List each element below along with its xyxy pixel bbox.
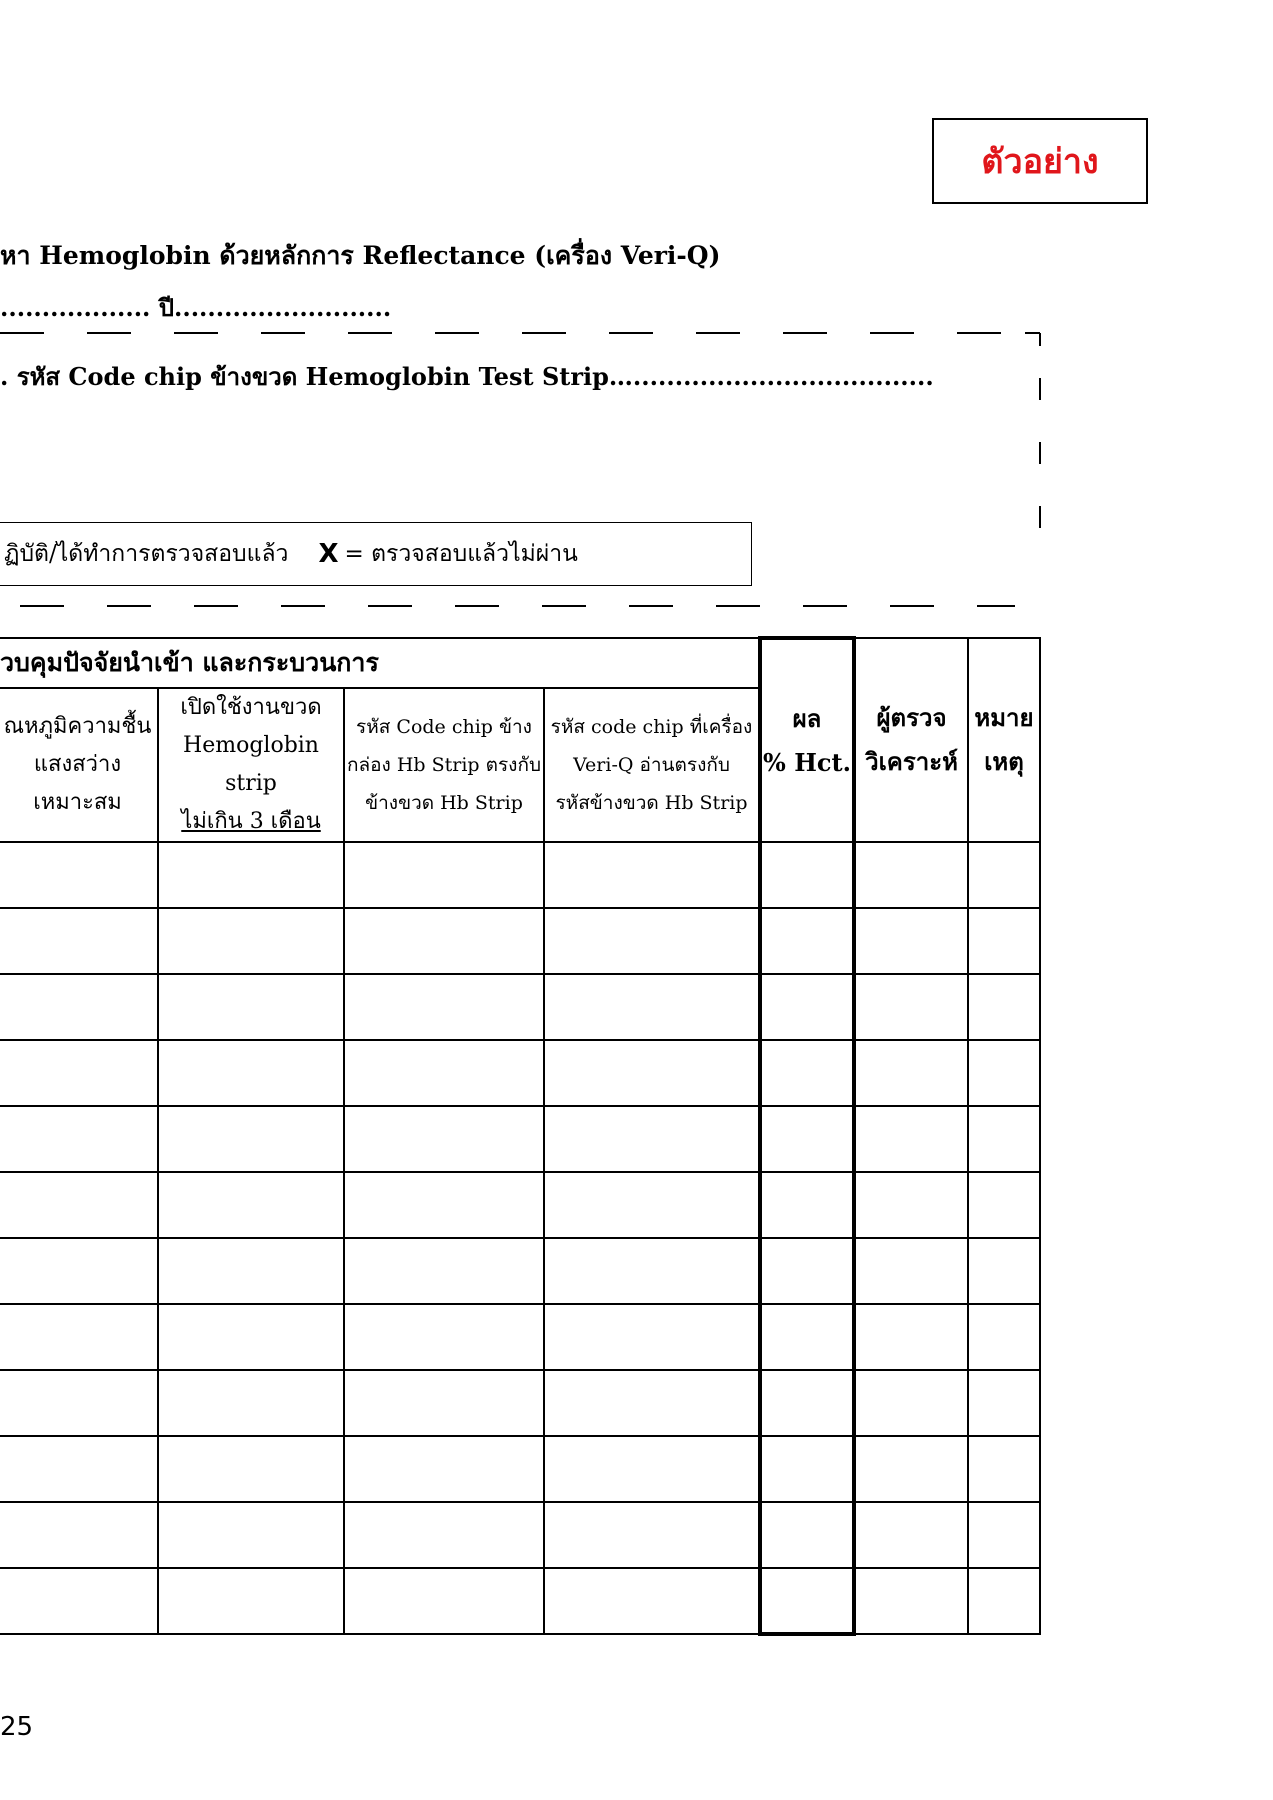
- cell-remark[interactable]: [968, 1172, 1040, 1238]
- legend-x-symbol: X: [318, 539, 339, 569]
- header-remark: [968, 638, 1040, 842]
- cell-remark[interactable]: [968, 842, 1040, 908]
- table-row: [0, 1370, 1040, 1436]
- cell-inspector[interactable]: [854, 842, 968, 908]
- table-row: [0, 842, 1040, 908]
- legend-box: [0, 522, 752, 586]
- cell-inspector[interactable]: [854, 1304, 968, 1370]
- table-row: [0, 908, 1040, 974]
- cell-open-bottle[interactable]: [158, 1436, 344, 1502]
- cell-result[interactable]: [760, 1502, 854, 1568]
- table-row: [0, 1238, 1040, 1304]
- date-line: .................. ปี..........................: [0, 293, 392, 322]
- cell-open-bottle[interactable]: [158, 1370, 344, 1436]
- cell-open-bottle[interactable]: [158, 1040, 344, 1106]
- cell-remark[interactable]: [968, 1040, 1040, 1106]
- group-header: วบคุมปัจจัยนำเข้า และกระบวนการ: [0, 638, 760, 688]
- table-row: [0, 1502, 1040, 1568]
- cell-humidity[interactable]: [0, 908, 158, 974]
- header-remark-line1: หมาย: [974, 703, 1034, 732]
- legend-x-text: = ตรวจสอบแล้วไม่ผ่าน: [344, 541, 578, 567]
- cell-remark[interactable]: [968, 1436, 1040, 1502]
- table-row: [0, 1304, 1040, 1370]
- cell-humidity[interactable]: [0, 974, 158, 1040]
- header-open-bottle-line2: Hemoglobin strip: [183, 733, 319, 796]
- cell-inspector[interactable]: [854, 908, 968, 974]
- cell-inspector[interactable]: [854, 1568, 968, 1634]
- table-row: [0, 974, 1040, 1040]
- cell-remark[interactable]: [968, 974, 1040, 1040]
- header-open-bottle-line3: ไม่เกิน 3 เดือน: [181, 809, 321, 834]
- cell-open-bottle[interactable]: [158, 1304, 344, 1370]
- cell-result[interactable]: [760, 1040, 854, 1106]
- cell-humidity[interactable]: [0, 1502, 158, 1568]
- cell-result[interactable]: [760, 1304, 854, 1370]
- code-chip-line: . รหัส Code chip ข้างขวด Hemoglobin Test Strip…....................................: [0, 362, 934, 391]
- header-result: [760, 638, 854, 842]
- cell-inspector[interactable]: [854, 1172, 968, 1238]
- cell-box-code[interactable]: [344, 1436, 544, 1502]
- header-machine-code-line2: Veri-Q อ่านตรงกับ: [573, 754, 730, 776]
- cell-machine-code[interactable]: [544, 1304, 760, 1370]
- header-humidity-line1: ณหภูมิความชื้น: [3, 714, 152, 739]
- cell-box-code[interactable]: [344, 842, 544, 908]
- cell-result[interactable]: [760, 1370, 854, 1436]
- header-inspector-line1: ผู้ตรวจ: [876, 703, 947, 732]
- cell-inspector[interactable]: [854, 1106, 968, 1172]
- header-humidity: [0, 688, 158, 842]
- cell-result[interactable]: [760, 1568, 854, 1634]
- header-machine-code: [544, 688, 760, 842]
- table-row: [0, 1106, 1040, 1172]
- header-remark-line2: เหตุ: [984, 747, 1024, 776]
- cell-open-bottle[interactable]: [158, 908, 344, 974]
- cell-open-bottle[interactable]: [158, 1238, 344, 1304]
- cell-humidity[interactable]: [0, 1172, 158, 1238]
- cell-remark[interactable]: [968, 1568, 1040, 1634]
- cell-inspector[interactable]: [854, 1238, 968, 1304]
- header-box-code-line3: ข้างขวด Hb Strip: [365, 792, 523, 814]
- header-machine-code-line3: รหัสข้างขวด Hb Strip: [555, 792, 748, 814]
- header-open-bottle: [158, 688, 344, 842]
- cell-open-bottle[interactable]: [158, 842, 344, 908]
- cell-machine-code[interactable]: [544, 1502, 760, 1568]
- cell-open-bottle[interactable]: [158, 1502, 344, 1568]
- table-row: [0, 1040, 1040, 1106]
- cell-result[interactable]: [760, 974, 854, 1040]
- cell-remark[interactable]: [968, 1106, 1040, 1172]
- cell-box-code[interactable]: [344, 1106, 544, 1172]
- cell-result[interactable]: [760, 842, 854, 908]
- cell-inspector[interactable]: [854, 1370, 968, 1436]
- table-body: [0, 842, 1040, 1634]
- cell-result[interactable]: [760, 1106, 854, 1172]
- cell-humidity[interactable]: [0, 1304, 158, 1370]
- cell-box-code[interactable]: [344, 1172, 544, 1238]
- cell-open-bottle[interactable]: [158, 974, 344, 1040]
- cell-remark[interactable]: [968, 1238, 1040, 1304]
- cell-inspector[interactable]: [854, 974, 968, 1040]
- cell-box-code[interactable]: [344, 1370, 544, 1436]
- cell-machine-code[interactable]: [544, 908, 760, 974]
- header-humidity-line2: แสงสว่าง: [33, 752, 122, 777]
- cell-humidity[interactable]: [0, 1568, 158, 1634]
- cell-machine-code[interactable]: [544, 974, 760, 1040]
- cell-humidity[interactable]: [0, 1436, 158, 1502]
- header-inspector: [854, 638, 968, 842]
- cell-box-code[interactable]: [344, 1238, 544, 1304]
- form-title: หา Hemoglobin ด้วยหลักการ Reflectance (เครื่อง Veri-Q): [0, 241, 721, 270]
- cell-machine-code[interactable]: [544, 1040, 760, 1106]
- cell-humidity[interactable]: [0, 842, 158, 908]
- cell-machine-code[interactable]: [544, 842, 760, 908]
- table-row: [0, 1436, 1040, 1502]
- header-box-code-line1: รหัส Code chip ข้าง: [356, 716, 532, 738]
- header-result-line2: % Hct.: [763, 747, 851, 777]
- cell-open-bottle[interactable]: [158, 1172, 344, 1238]
- cell-humidity[interactable]: [0, 1040, 158, 1106]
- cell-result[interactable]: [760, 908, 854, 974]
- cell-inspector[interactable]: [854, 1436, 968, 1502]
- cell-machine-code[interactable]: [544, 1238, 760, 1304]
- cell-remark[interactable]: [968, 1304, 1040, 1370]
- cell-box-code[interactable]: [344, 1568, 544, 1634]
- header-result-line1: ผล: [792, 703, 822, 733]
- header-box-code: [344, 688, 544, 842]
- header-box-code-line2: กล่อง Hb Strip ตรงกับ: [346, 754, 542, 776]
- header-open-bottle-line1: เปิดใช้งานขวด: [180, 695, 322, 720]
- cell-result[interactable]: [760, 1172, 854, 1238]
- cell-box-code[interactable]: [344, 1502, 544, 1568]
- cell-box-code[interactable]: [344, 974, 544, 1040]
- cell-humidity[interactable]: [0, 1106, 158, 1172]
- cell-humidity[interactable]: [0, 1370, 158, 1436]
- table-row: [0, 1172, 1040, 1238]
- cell-open-bottle[interactable]: [158, 1568, 344, 1634]
- cell-remark[interactable]: [968, 908, 1040, 974]
- cell-humidity[interactable]: [0, 1238, 158, 1304]
- cell-remark[interactable]: [968, 1502, 1040, 1568]
- cell-machine-code[interactable]: [544, 1370, 760, 1436]
- cell-result[interactable]: [760, 1238, 854, 1304]
- header-humidity-line3: เหมาะสม: [33, 790, 122, 815]
- cell-machine-code[interactable]: [544, 1436, 760, 1502]
- cell-machine-code[interactable]: [544, 1106, 760, 1172]
- cell-machine-code[interactable]: [544, 1172, 760, 1238]
- cell-box-code[interactable]: [344, 1040, 544, 1106]
- legend-check-text: ฏิบัติ/ได้ทำการตรวจสอบแล้ว: [4, 541, 289, 567]
- cell-remark[interactable]: [968, 1370, 1040, 1436]
- header-inspector-line2: วิเคราะห์: [865, 747, 958, 776]
- table-row: [0, 1568, 1040, 1634]
- cell-box-code[interactable]: [344, 908, 544, 974]
- sample-stamp: ตัวอย่าง: [932, 118, 1148, 204]
- cell-open-bottle[interactable]: [158, 1106, 344, 1172]
- cell-inspector[interactable]: [854, 1502, 968, 1568]
- cell-machine-code[interactable]: [544, 1568, 760, 1634]
- header-machine-code-line1: รหัส code chip ที่เครื่อง: [550, 716, 753, 738]
- control-table: [0, 636, 1041, 1636]
- cell-box-code[interactable]: [344, 1304, 544, 1370]
- page-number: 25: [0, 1712, 34, 1742]
- cell-result[interactable]: [760, 1436, 854, 1502]
- cell-inspector[interactable]: [854, 1040, 968, 1106]
